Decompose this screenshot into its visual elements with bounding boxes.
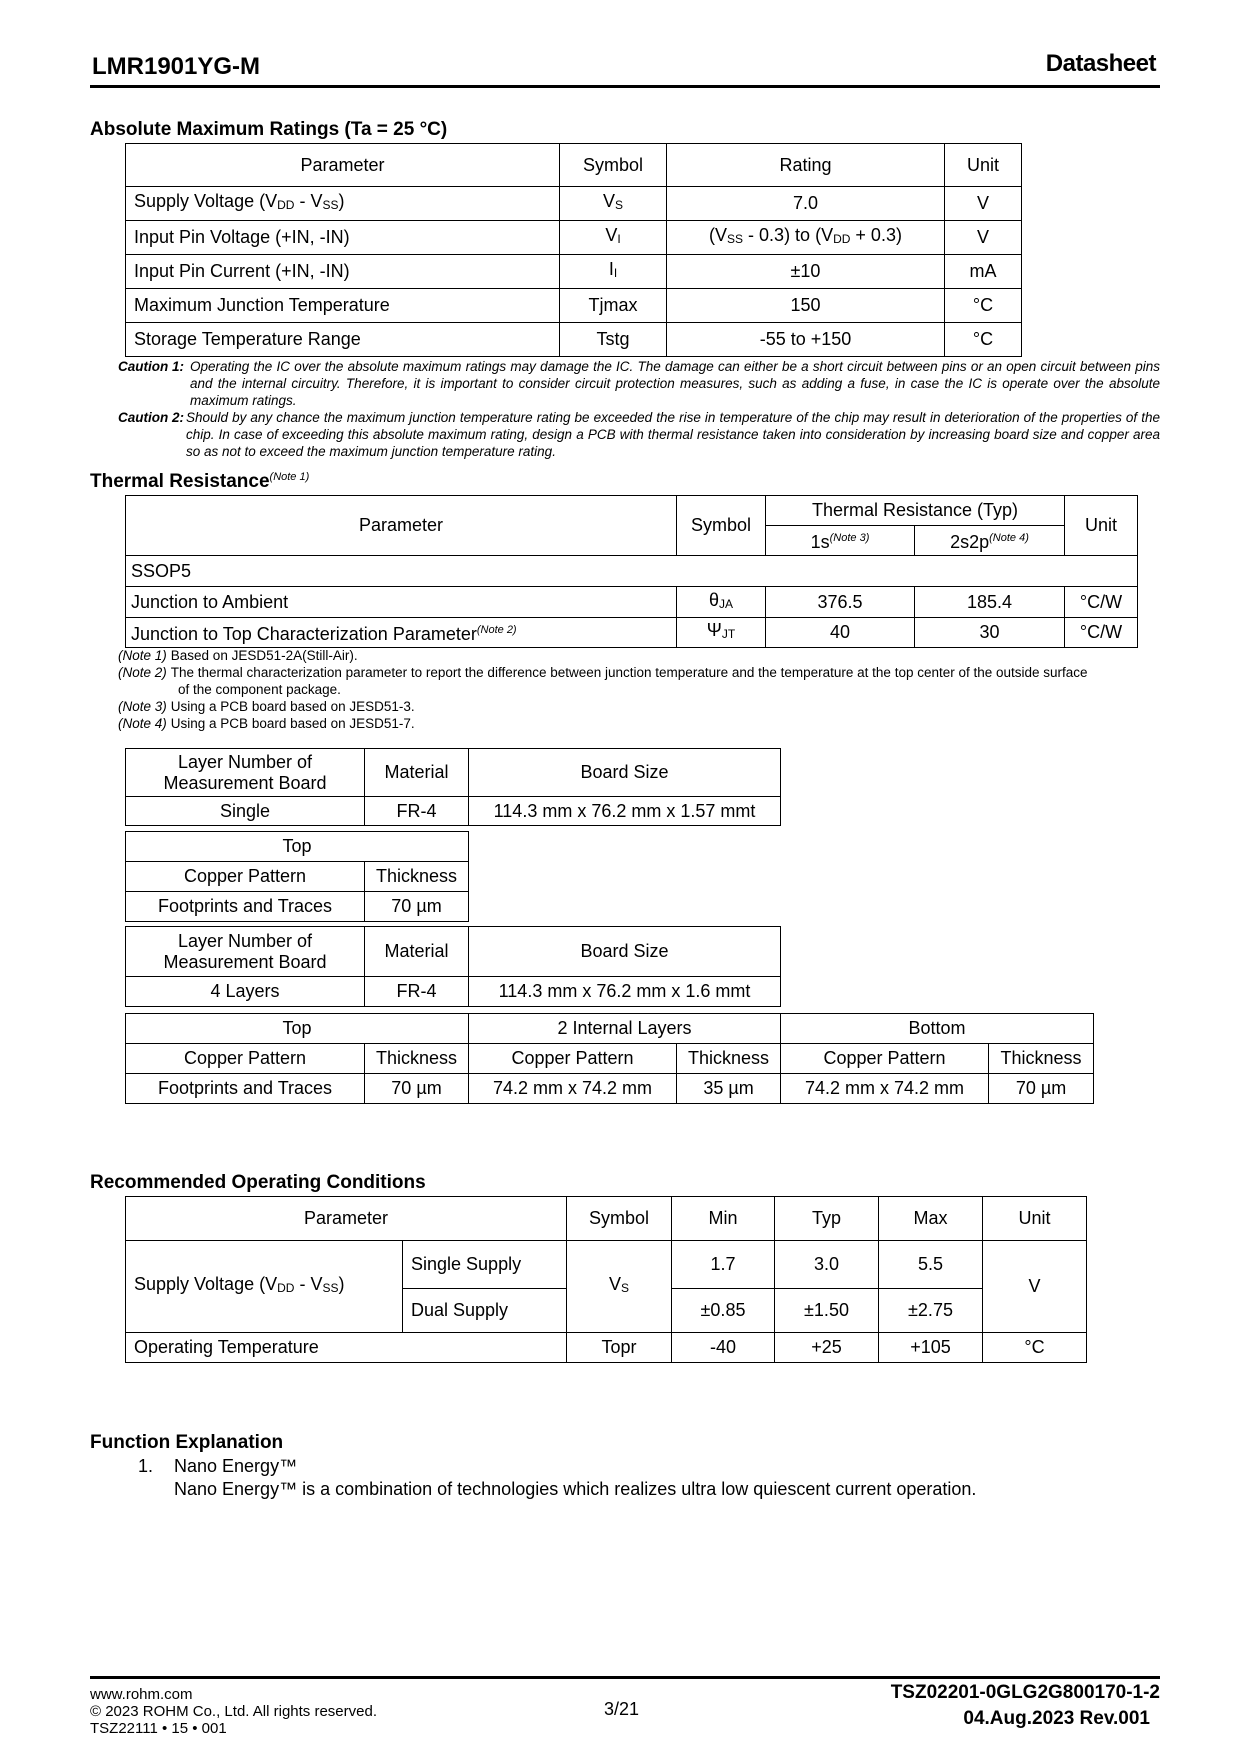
min-cell: 1.7 (672, 1241, 775, 1289)
max-cell: ±2.75 (879, 1289, 983, 1333)
four-layer-copper-table (125, 1013, 1094, 1104)
col-header: Symbol (677, 496, 766, 556)
symbol-cell: $\theta_{JA}$ (677, 587, 766, 618)
table-row (126, 587, 1138, 618)
cell: Single (126, 797, 365, 826)
col-header: $2s2p^{(Note 4)}$ (915, 526, 1065, 556)
page-number: 3/21 (604, 1699, 640, 1719)
symbol-cell: $V_S$ (567, 1241, 672, 1333)
cell: FR-4 (365, 977, 469, 1007)
col-header: Layer Number of Measurement Board (126, 749, 365, 797)
min-cell: -40 (672, 1333, 775, 1363)
param-cell: Storage Temperature Range (126, 323, 560, 357)
note-4: (Note 4) Using a PCB board based on JESD51-7. (118, 716, 415, 731)
col-header: Symbol (560, 144, 667, 187)
param-cell: Maximum Junction Temperature (126, 289, 560, 323)
col-header: 2 Internal Layers (469, 1014, 781, 1044)
unit-cell: °C (945, 289, 1022, 323)
col-header: Material (365, 749, 469, 797)
table-row (126, 323, 1022, 357)
col-header: Top (126, 1014, 469, 1044)
caution-2: Caution 2: Should by any chance the maximum junction temperature rating be exceeded the rise in temperature of the chip may result in deterioration of the properties of the chip. In case of exceeding this absolute maximum rating, design a PCB with thermal resistance taken into consideration by increasing board size and copper area so as not to exceed the maximum junction temperature rating. (118, 410, 1160, 459)
param-cell: Input Pin Current (+IN, -IN) (126, 255, 560, 289)
header-rule (90, 85, 1160, 88)
table-row (126, 892, 469, 922)
col-header: Thickness (989, 1044, 1094, 1074)
single-copper-table (125, 831, 469, 922)
roc-table (125, 1196, 1087, 1363)
rating-cell: 150 (667, 289, 945, 323)
table-row (126, 187, 1022, 221)
thermal-heading: Thermal Resistance$^{(Note 1)}$ (90, 471, 310, 492)
footer-rule (90, 1676, 1160, 1679)
min-cell: ±0.85 (672, 1289, 775, 1333)
col-header: Symbol (567, 1197, 672, 1241)
cell: 70 µm (989, 1074, 1094, 1104)
col-header: Unit (983, 1197, 1087, 1241)
unit-cell: °C (983, 1333, 1087, 1363)
col-header: Typ (775, 1197, 879, 1241)
cell: 4 Layers (126, 977, 365, 1007)
package-cell: SSOP5 (126, 556, 1138, 587)
unit-cell: °C (945, 323, 1022, 357)
unit-cell: V (945, 187, 1022, 221)
table-header (126, 144, 1022, 187)
col-header: Material (365, 927, 469, 977)
rating-cell: 7.0 (667, 187, 945, 221)
typ-cell: ±1.50 (775, 1289, 879, 1333)
table-row (126, 797, 781, 826)
param-cell: Supply Voltage $(V_{DD} - V_{SS})$ (126, 1241, 403, 1333)
param-cell: Junction to Top Characterization Parameter$^{(Note 2)}$ (126, 618, 677, 648)
table-row (126, 289, 1022, 323)
param-cell: Supply Voltage $(V_{DD} - V_{SS})$ (126, 187, 560, 221)
roc-heading: Recommended Operating Conditions (90, 1172, 426, 1193)
col-header: Thickness (365, 862, 469, 892)
col-header: Unit (1065, 496, 1138, 556)
col-header: Rating (667, 144, 945, 187)
unit-cell: V (983, 1241, 1087, 1333)
cell: 114.3 mm x 76.2 mm x 1.6 mmt (469, 977, 781, 1007)
table-row (126, 1074, 1094, 1104)
rating-cell: $(V_{SS} - 0.3)$ to $(V_{DD} + 0.3)$ (667, 221, 945, 255)
col-header: Board Size (469, 927, 781, 977)
col-header: Layer Number of Measurement Board (126, 927, 365, 977)
table-header (126, 749, 781, 797)
typ-cell: +25 (775, 1333, 879, 1363)
function-item: 1. Nano Energy™ (138, 1456, 298, 1476)
symbol-cell: $V_I$ (560, 221, 667, 255)
value-cell: 40 (766, 618, 915, 648)
unit-cell: mA (945, 255, 1022, 289)
table-header (126, 1197, 1087, 1241)
function-heading: Function Explanation (90, 1432, 284, 1453)
cell: 74.2 mm x 74.2 mm (469, 1074, 677, 1104)
col-header: Thickness (677, 1044, 781, 1074)
amr-cautions (118, 358, 1160, 460)
symbol-cell: Topr (567, 1333, 672, 1363)
four-layer-board-table (125, 926, 781, 1007)
doc-type: Datasheet (1045, 50, 1156, 77)
unit-cell: °C/W (1065, 587, 1138, 618)
col-header: Copper Pattern (126, 1044, 365, 1074)
value-cell: 376.5 (766, 587, 915, 618)
col-header: Thermal Resistance (Typ) (766, 496, 1065, 526)
col-header: Parameter (126, 1197, 567, 1241)
param-cell: Input Pin Voltage (+IN, -IN) (126, 221, 560, 255)
table-row (126, 221, 1022, 255)
unit-cell: °C/W (1065, 618, 1138, 648)
rating-cell: -55 to +150 (667, 323, 945, 357)
col-header: Board Size (469, 749, 781, 797)
condition-cell: Single Supply (403, 1241, 567, 1289)
cell: Footprints and Traces (126, 1074, 365, 1104)
symbol-cell: $I_I$ (560, 255, 667, 289)
col-header: Parameter (126, 144, 560, 187)
amr-heading: Absolute Maximum Ratings (Ta = 25 °C) (90, 119, 448, 140)
symbol-cell: Tstg (560, 323, 667, 357)
part-number: LMR1901YG-M (92, 53, 261, 80)
doc-id: TSZ02201-0GLG2G800170-1-2 (890, 1682, 1160, 1703)
table-header (126, 927, 781, 977)
table-row (126, 1333, 1087, 1363)
cell: FR-4 (365, 797, 469, 826)
cell: 35 µm (677, 1074, 781, 1104)
value-cell: 30 (915, 618, 1065, 648)
col-header: Max (879, 1197, 983, 1241)
footer-right (891, 1680, 1160, 1732)
param-cell: Junction to Ambient (126, 587, 677, 618)
table-row (126, 618, 1138, 648)
table-row (126, 255, 1022, 289)
note-2-cont: of the component package. (178, 682, 341, 697)
note-1: (Note 1) Based on JESD51-2A(Still-Air). (118, 648, 358, 663)
col-header: Unit (945, 144, 1022, 187)
cell: 74.2 mm x 74.2 mm (781, 1074, 989, 1104)
table-header (126, 496, 1138, 526)
table-row (126, 1241, 1087, 1289)
col-header: Bottom (781, 1014, 1094, 1044)
max-cell: +105 (879, 1333, 983, 1363)
table-row (126, 977, 781, 1007)
symbol-cell: $\Psi_{JT}$ (677, 618, 766, 648)
value-cell: 185.4 (915, 587, 1065, 618)
col-header: Copper Pattern (469, 1044, 677, 1074)
rating-cell: ±10 (667, 255, 945, 289)
footer-code: TSZ22111 • 15 • 001 (90, 1720, 227, 1737)
param-cell: Operating Temperature (126, 1333, 567, 1363)
col-header: Copper Pattern (126, 862, 365, 892)
footer-copyright: © 2023 ROHM Co., Ltd. All rights reserved. (90, 1703, 377, 1720)
cell: 70 µm (365, 892, 469, 922)
col-header: Top (126, 832, 469, 862)
footer-left (90, 1686, 377, 1737)
function-desc: Nano Energy™ is a combination of technologies which realizes ultra low quiescent current operation. (174, 1479, 977, 1499)
single-board-table (125, 748, 781, 826)
caution-1: Caution 1: Operating the IC over the absolute maximum ratings may damage the IC. The damage can either be a short circuit between pins or an open circuit between pins and the internal circuitry. Therefore, it is important to consider circuit protection measures, such as adding a fuse, in case the IC is operate over the absolute maximum ratings. (118, 359, 1160, 408)
col-header: Copper Pattern (781, 1044, 989, 1074)
date-rev: 04.Aug.2023 Rev.001 (963, 1708, 1150, 1729)
condition-cell: Dual Supply (403, 1289, 567, 1333)
thermal-table (125, 495, 1138, 648)
col-header: Parameter (126, 496, 677, 556)
symbol-cell: $V_S$ (560, 187, 667, 221)
note-2: (Note 2) The thermal characterization parameter to report the difference between junction temperature and the temperature at the top center of the outside surface (118, 665, 1088, 680)
footer-site: www.rohm.com (90, 1686, 193, 1703)
amr-table (125, 143, 1022, 357)
thermal-notes (118, 647, 1163, 732)
note-3: (Note 3) Using a PCB board based on JESD51-3. (118, 699, 415, 714)
col-header: Thickness (365, 1044, 469, 1074)
unit-cell: V (945, 221, 1022, 255)
max-cell: 5.5 (879, 1241, 983, 1289)
cell: 70 µm (365, 1074, 469, 1104)
package-row (126, 556, 1138, 587)
symbol-cell: Tjmax (560, 289, 667, 323)
cell: 114.3 mm x 76.2 mm x 1.57 mmt (469, 797, 781, 826)
cell: Footprints and Traces (126, 892, 365, 922)
typ-cell: 3.0 (775, 1241, 879, 1289)
col-header: Min (672, 1197, 775, 1241)
col-header: $1s^{(Note 3)}$ (766, 526, 915, 556)
